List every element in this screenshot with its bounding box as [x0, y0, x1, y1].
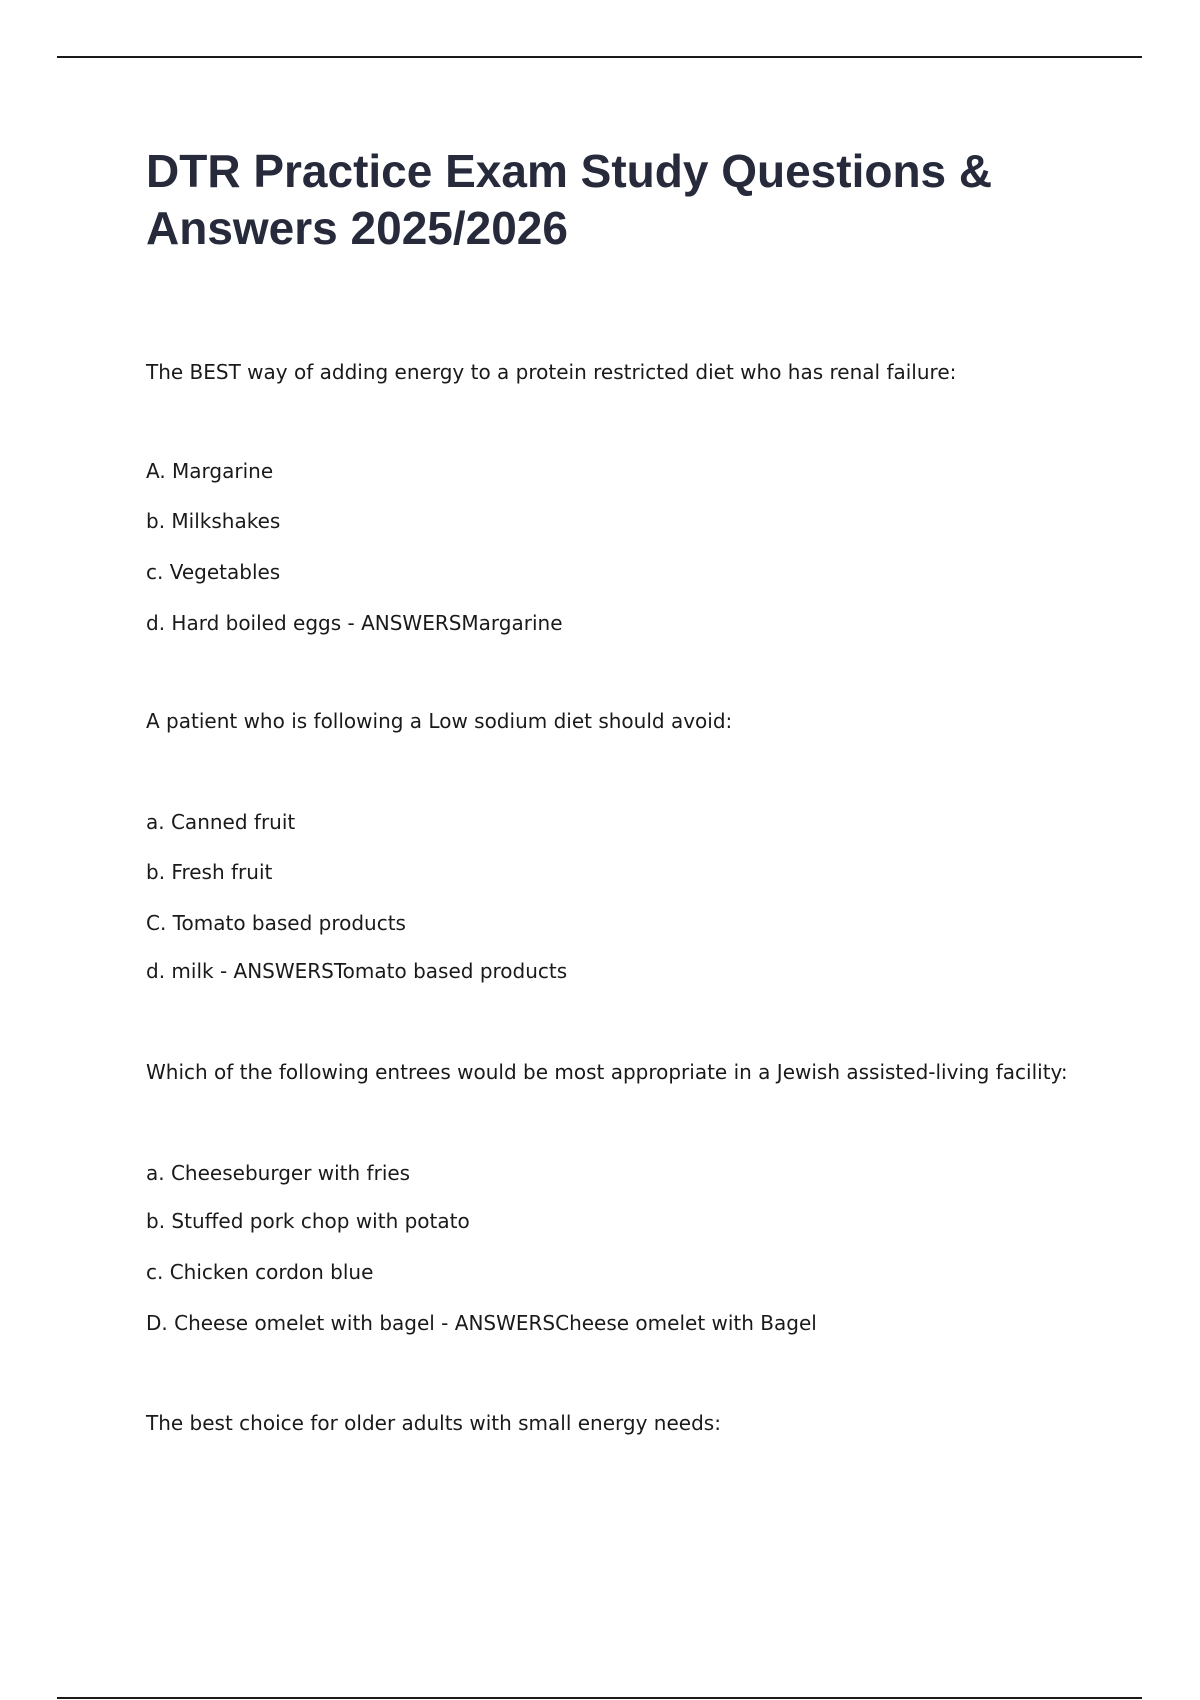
question-1-prompt: The BEST way of adding energy to a protein restricted diet who has renal failure: [146, 360, 957, 384]
question-1-option-a: A. Margarine [146, 459, 274, 483]
question-3-option-a: a. Cheeseburger with fries [146, 1161, 411, 1185]
question-3-prompt: Which of the following entrees would be most appropriate in a Jewish assisted-living facility: [146, 1060, 1068, 1084]
question-2-prompt: A patient who is following a Low sodium diet should avoid: [146, 709, 733, 733]
question-2-option-b: b. Fresh fruit [146, 860, 273, 884]
question-4-prompt: The best choice for older adults with small energy needs: [146, 1411, 721, 1435]
question-1-option-c: c. Vegetables [146, 560, 281, 584]
question-1-option-b: b. Milkshakes [146, 509, 281, 533]
question-3-option-d-answer: D. Cheese omelet with bagel - ANSWERSCheese omelet with Bagel [146, 1311, 817, 1335]
question-2-option-d-answer: d. milk - ANSWERSTomato based products [146, 959, 568, 983]
question-2-option-c: C. Tomato based products [146, 911, 406, 935]
bottom-rule [57, 1697, 1142, 1699]
question-2-option-a: a. Canned fruit [146, 810, 296, 834]
question-3-option-b: b. Stuffed pork chop with potato [146, 1209, 470, 1233]
top-rule [57, 56, 1142, 58]
question-3-option-c: c. Chicken cordon blue [146, 1260, 374, 1284]
question-1-option-d-answer: d. Hard boiled eggs - ANSWERSMargarine [146, 611, 563, 635]
page-title: DTR Practice Exam Study Questions & Answers 2025/2026 [146, 145, 993, 254]
